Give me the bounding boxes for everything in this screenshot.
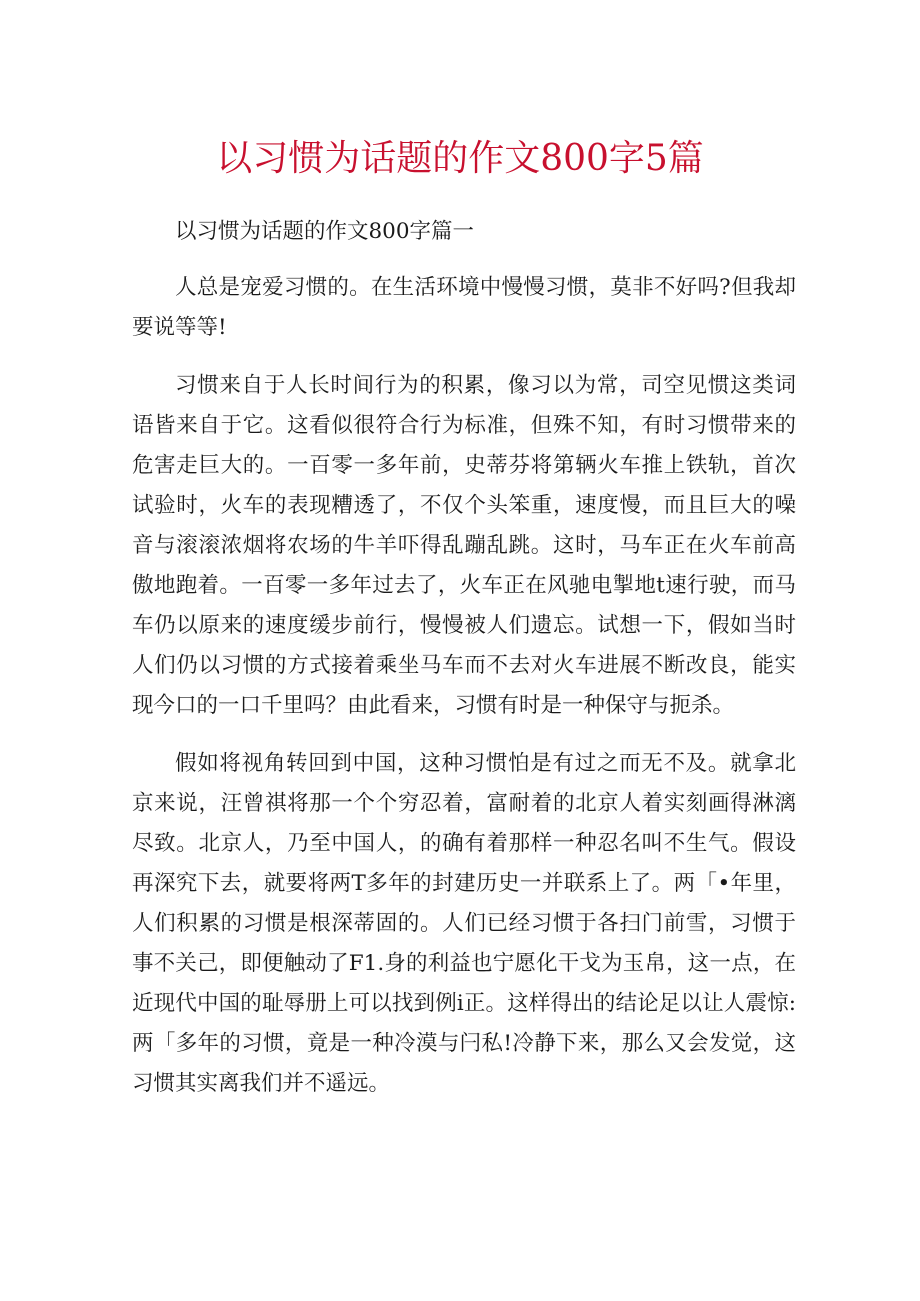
section-subtitle: 以习惯为话题的作文800字篇一: [175, 219, 475, 244]
document-title: 以习惯为话题的作文800字5篇: [216, 138, 704, 179]
paragraph-3: 假如将视角转回到中国，这种习惯怕是有过之而无不及。就拿北京来说，汪曾祺将那一个个穷忍着，富耐着的北京人着实刻画得淋漓尽致。北京人，乃至中国人，的确有着那样一种忍名叫不生气。假设再深究下去，就要将两T多年的封建历史一并联系上了。两「•年里，人们积累的习惯是根深蒂固的。人们已经习惯于各扫门前雪，习惯于事不关己，即便触动了F1.身的利益也宁愿化干戈为玉帛，这一点，在近现代中国的耻辱册上可以找到例i正。这样得出的结论足以让人震惊:两「多年的习惯，竟是一种冷漠与闩私!冷静下来，那么又会发觉，这习惯其实离我们并不遥远。: [132, 751, 796, 1096]
document-body: [132, 212, 796, 1122]
paragraph-2: 习惯来自于人长时间行为的积累，像习以为常，司空见惯这类词语皆来自于它。这看似很符合行为标准，但殊不知，有时习惯带来的危害走巨大的。一百零一多年前，史蒂芬将第辆火车推上铁轨，首次试验时，火车的表现糟透了，不仅个头笨重，速度慢，而且巨大的噪音与滚滚浓烟将农场的牛羊吓得乱蹦乱跳。这时，马车正在火车前高傲地跑着。一百零一多年过去了，火车正在风驰电掣地t速行驶，而马车仍以原来的速度缓步前行，慢慢被人们遗忘。试想一下，假如当时人们仍以习惯的方式接着乘坐马车而不去对火车进展不断改良，能实现今口的一口千里吗？由此看来，习惯有时是一种保守与扼杀。: [132, 373, 796, 718]
paragraph-1: 人总是宠爱习惯的。在生活环境中慢慢习惯，莫非不好吗?但我却要说等等!: [132, 275, 796, 340]
